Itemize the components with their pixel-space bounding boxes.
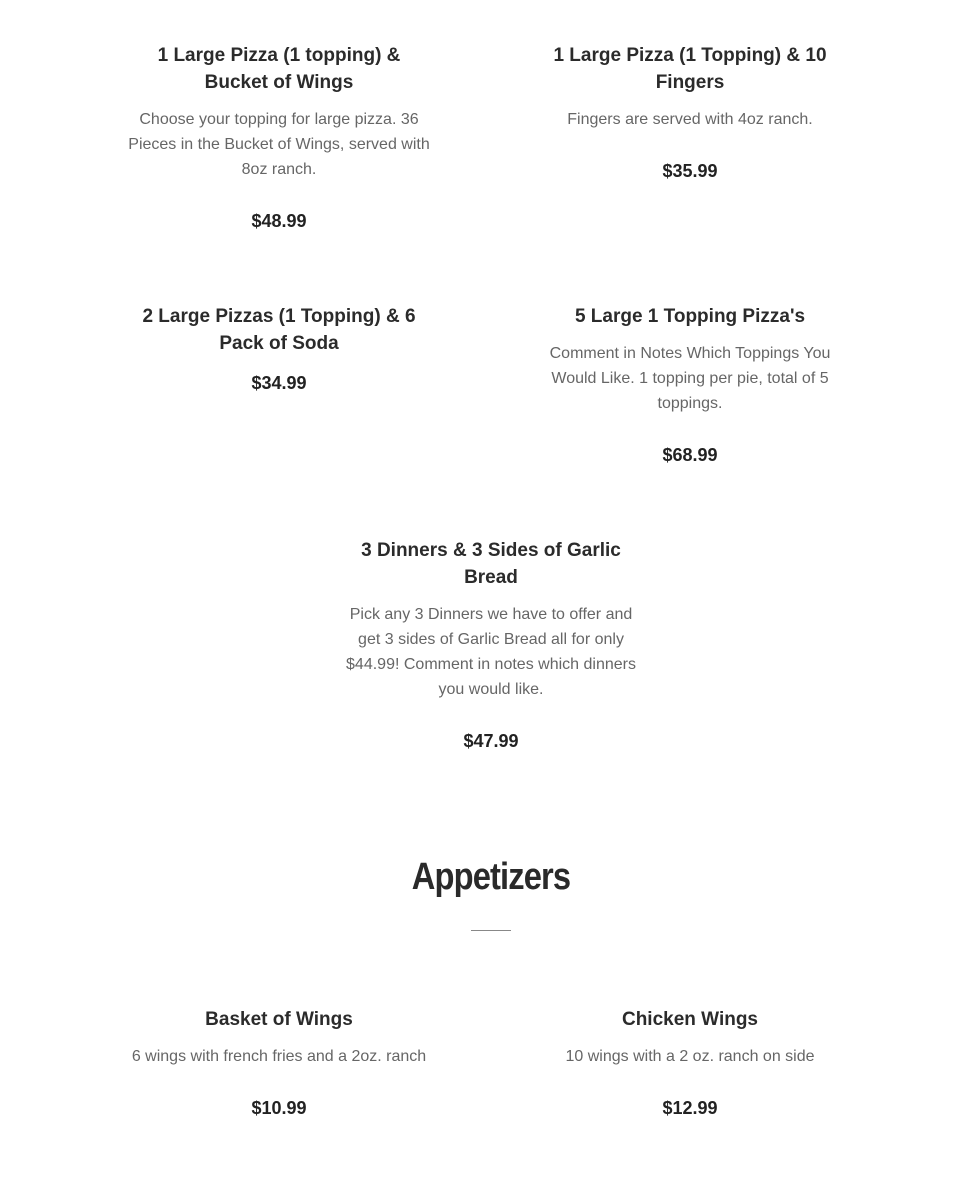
item-price: $35.99 bbox=[662, 161, 718, 181]
menu-item[interactable] bbox=[124, 42, 434, 233]
item-description: Fingers are served with 4oz ranch. bbox=[567, 111, 813, 128]
item-title: 1 Large Pizza (1 topping) & Bucket of Wings bbox=[157, 45, 401, 93]
item-price: $68.99 bbox=[662, 445, 718, 465]
item-title: 3 Dinners & 3 Sides of Garlic Bread bbox=[361, 540, 621, 588]
section-heading-appetizers: Appetizers bbox=[411, 856, 571, 898]
menu-item[interactable] bbox=[139, 303, 419, 395]
item-price: $34.99 bbox=[251, 373, 307, 393]
menu-item[interactable] bbox=[545, 42, 835, 183]
item-title: 1 Large Pizza (1 Topping) & 10 Fingers bbox=[553, 45, 827, 93]
item-description: 6 wings with french fries and a 2oz. ranch bbox=[131, 1048, 427, 1065]
item-price: $10.99 bbox=[251, 1098, 307, 1118]
item-description: Comment in Notes Which Toppings You Would Like. 1 topping per pie, total of 5 toppings. bbox=[549, 345, 831, 412]
menu-item[interactable] bbox=[124, 1006, 434, 1120]
item-price: $47.99 bbox=[463, 731, 519, 751]
item-price: $12.99 bbox=[662, 1098, 718, 1118]
item-title: 5 Large 1 Topping Pizza's bbox=[574, 306, 806, 327]
section-divider bbox=[471, 930, 511, 931]
menu-item[interactable] bbox=[540, 303, 840, 467]
item-title: Basket of Wings bbox=[205, 1009, 353, 1030]
item-price: $48.99 bbox=[251, 211, 307, 231]
menu-item[interactable] bbox=[341, 537, 641, 753]
menu-item[interactable] bbox=[535, 1006, 845, 1120]
item-title: 2 Large Pizzas (1 Topping) & 6 Pack of Soda bbox=[142, 306, 416, 354]
item-description: 10 wings with a 2 oz. ranch on side bbox=[565, 1048, 815, 1065]
item-title: Chicken Wings bbox=[621, 1009, 758, 1030]
item-description: Pick any 3 Dinners we have to offer and get 3 sides of Garlic Bread all for only $44.99! Comment in notes which dinners you would like. bbox=[346, 606, 636, 698]
item-description: Choose your topping for large pizza. 36 Pieces in the Bucket of Wings, served with 8oz ranch. bbox=[128, 111, 430, 178]
